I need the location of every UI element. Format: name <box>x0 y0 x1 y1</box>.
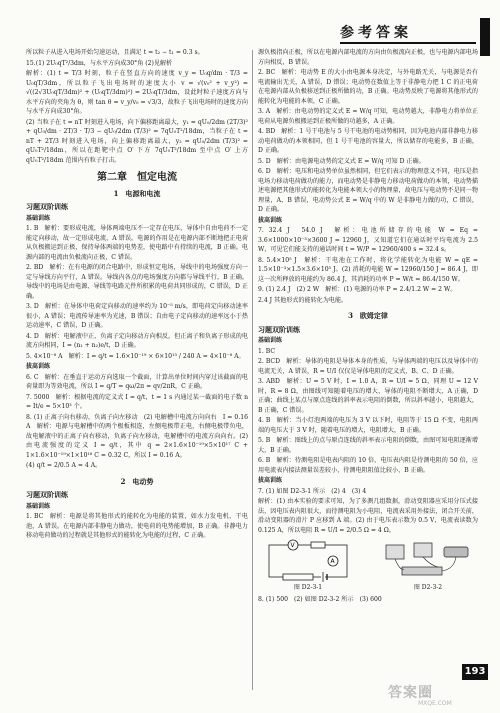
paragraph: 3. ABD 解析：U = 5 V 时，I = 1.0 A，R = U/I = 5 Ω，同理 U = 12 V 时，R = 8 Ω，由图线可知随着电压的增大，导体的电阻不断增大，A 正确，D 正确；曲线上某点与原点连线的斜率表示电阻的倒数，所以斜率越小，电阻越大，B 正确，C 错误。 <box>258 378 478 414</box>
watermark-url: MXQE.COM <box>418 700 452 707</box>
subsection-heading: 拔高训练 <box>258 216 283 224</box>
watermark-logo: 答案圈 <box>388 685 433 701</box>
paragraph: 解析：(1) t = T/3 时刻，粒子在竖直方向的速度 v_y = U₀q/dm · T/3 = U₀qT/3dm，所以粒子飞出电场时的速度大小 v = √(v₀² + v_y²) = √((2√3U₀qT/3dm)² + (U₀qT/3dm)²) = 2U₀qT/3dm，设此时粒子速度方向与水平方向的夹角为 θ，则 tan θ = v_y/v₀ = √3/3，故粒子飞出电场时的速度方向与水平方向成30°角。 <box>26 70 248 115</box>
paragraph: 7. 5000 解析：根据电流的定义式 I = q/t，t = 1 s 内通过某一截面的电子数 n = It/e = 5×10³ 个。 <box>26 393 248 410</box>
paragraph: 6. D 解析：电压和电动势单位虽然相同，但它们表示的物理意义不同，电压是指电场力移动电荷做功的能力，而电动势是非静电力移动电荷做功的本领，电动势描述电源把其他形式的能转化为电能本领大小的物理量，故电压与电动势不是同一物理量，A、B 错误，电动势公式 E = W/q 中的 W 是非静电力做的功，C 错误，D 正确。 <box>258 168 478 213</box>
svg-text:V: V <box>290 542 295 550</box>
column-divider <box>252 50 253 690</box>
section-heading: 习题双阶训练 <box>258 325 300 334</box>
header-title: 参考答案 <box>340 25 412 41</box>
paragraph: 所以粒子从进入电场开始匀速运动，且满足 t = t₂ − t₁ = 0.3 s。 <box>26 49 204 56</box>
paragraph: 8. (1) 正离子向右移动，负离子向左移动 (2) 电解槽中电流方向向右 I = 0.16 A 解析：电源与电解槽中的两个极板相连，左侧电极带正电，右侧电极带负电，故电解液中的正离子向右移动，负离子向左移动，电解槽中的电流方向向右。(2) 由电流强度的定义 I = q/t，其中 q = 2×1.6×10⁻¹⁹×5×10¹⁷ C + 1×1.6×10⁻¹⁹×1×10¹⁸ C = 0.32 C，所以 I = 0.16 A。 <box>26 413 248 459</box>
figure-circuit-diagram <box>258 539 358 593</box>
paragraph: 7. 32.4 J 54.0 J 解析：电池所储存的电能 W = Eq = 3.6×1000×10⁻³×3600 J = 12960 J，又知道它们在通话时平均电流为 2.5 W，可见它们能支持的通话时间 t = W/P = 12960/400 s = 32.4 s。 <box>258 227 478 253</box>
paragraph: 解析：(1) 由本实验的要求可知，为了多测几组数据，滑动变阻器应采用分压式接法，因电压表内阻很大，而待测电阻为小电阻，电流表采用外接法，闭合开关前，滑动变阻器的滑片 P 应移到 A 端。(2) 由于电压表示数为 0.5 V，电流表读数为 0.125 A，所以电阻 R = U/I = 2/0.5 Ω = 4 Ω。 <box>258 498 478 534</box>
chapter-title: 第二章 恒定电流 <box>97 172 177 183</box>
left-column <box>26 48 248 542</box>
page-number: 193 <box>462 664 488 680</box>
figure-caption: 图 D2-3-2 <box>413 584 443 591</box>
paragraph: 2. BCD 解析：导体的电阻是导体本身的性质，与导体两端的电压以及导体中的电流无关，A 错误，R = U/I 仅仅是导体电阻的定义式，B、C、D 正确。 <box>258 358 478 375</box>
paragraph: (2) 当粒子在 t = nT 时刻进入电场，向下偏移距离最大，y₁ = qU₀/2dm (2T/3)² + qU₀/dm · 2T/3 · T/3 − qU₀/2dm (T/3)² = 7qU₀T²/18dm，当粒子在 t = nT + 2T/3 时刻进入电场，向上偏移距离最大，y₂ = qU₀/2dm (T/3)² = qU₀T²/18dm，所以在距靶中点 O′ 下方 7qU₀T²/18dm 至中点 O′ 上方 qU₀T²/18dm 范围内有粒子打击。 <box>26 118 248 164</box>
header-rule <box>340 42 476 44</box>
paragraph: 5. B 解析：图线上的点与原点连线的斜率表示电阻的倒数，由图可知电阻逐渐增大，B 正确。 <box>258 437 478 454</box>
header-bar <box>480 18 490 56</box>
circuit-diagram <box>263 539 353 583</box>
paragraph: 源负极指向正极，所以在电源内部电流的方向由负极流向正极，也与电源内部电场方向相反，B 错误。 <box>258 49 478 66</box>
paragraph: 1. B 解析：要形成电流，导体两端电压不一定存在电压，导体中自由电荷不一定能定向移动，故一定形成电流，A 错误。电源的作用是在电源内部不断地把正电荷从负极搬运到正极，保持导体两端的电势差，使电路中有持续的电流，B 正确。电源内部的电流由负极流向正极，C 错误。 <box>26 225 248 261</box>
figure-caption: 图 D2-3-1 <box>293 584 323 591</box>
section-heading: 习题双阶训练 <box>26 491 68 499</box>
paragraph: 6. C 解析：在垂直于运动方向选取一个截面，计算出单位时间内穿过该截面的电荷量即为等效电流，所以 I = q/T = qω/2π = qv/2πR，C 正确。 <box>26 373 248 390</box>
paragraph: 4. B 解析：当小灯泡两端的电压为 3 V 以下时，电阻等于 15 Ω 不变，电阻两端的电压大于 3 V 时，随着电压的增大，电阻增大，B 正确。 <box>258 417 478 434</box>
paragraph: 1. BC 解析：电源是将其他形式的能转化为电能的装置，如水力发电机、干电池，A 错误。在电源内部非静电力做功，使电荷的电势能增加，B 正确。非静电力移动电荷做功的过程就是其他形式的能转化为电能的过程，C 正确。 <box>26 513 248 539</box>
apparatus-drawing <box>380 539 476 583</box>
paragraph: 3. D 解析：在导体中电荷定向移动的速率约为 10⁻⁵ m/s，即电荷定向移动速率很小，A 错误；电流传导速率为光速，B 错误；自由电子定向移动的速率远小于热运动速率，C 错误，D 正确。 <box>26 303 248 329</box>
subsection-heading: 基础训练 <box>258 337 283 344</box>
paragraph: 1. BC <box>258 347 276 355</box>
section-title: 1 电源和电流 <box>113 188 161 198</box>
paragraph: 2. BD 解析：在有电源的闭合电路中，形成恒定电场，导线中的电场强度方向一定与导线方向平行，A 错误。导线内各点的电场强度方向都与导线平行，B 正确。导线中的电场是由电源、导线等电路元件所积累的电荷共同形成的，C 错误，D 正确。 <box>26 264 248 300</box>
figure-row <box>258 539 478 593</box>
paragraph: 5. 4×10⁻⁸ A 解析：I = q/t = 1.6×10⁻¹⁹ × 6×10¹³ / 240 A = 4×10⁻⁸ A。 <box>26 352 245 360</box>
section-heading: 习题双阶训练 <box>26 203 68 211</box>
section-title: 2 电动势 <box>120 476 154 486</box>
paragraph: 2. BC 解析：电动势 E 的大小由电源本身决定，与外电路无关，与电源是否有电流输出无关，A 错误，D 错误；电动势在数值上等于非静电力把 1 C 的正电荷在电源内部从负极移送到正极所做的功，B 正确。电动势反映了电源将其他形式的能转化为电能的本领，C 正确。 <box>258 69 478 105</box>
paragraph: 4. BD 解析：1 号干电池与 5 号干电池的电动势相同，因为电池内部非静电力移动电荷做功的本领相同，但 1 号干电池的容量大，所以储存的电能多，B 正确，D 正确。 <box>258 128 478 154</box>
paragraph: 9. (1) 2.4 J (2) 2 W 解析：(1) 电源的功率 P = 2.4/1.2 W = 2 W。 <box>258 286 457 293</box>
paragraph: 15.(1) 2U₀qT²/3dm，与水平方向成30°角 (2)见解析 <box>26 59 173 67</box>
subsection-heading: 基础训练 <box>26 214 51 222</box>
paragraph: 8. (1) 500 (2) 如图 D2-3-2 所示 (3) 600 <box>258 595 382 603</box>
section-title: 3 欧姆定律 <box>348 311 388 320</box>
paragraph: (4) q/t = 2/0.5 A = 4 A。 <box>26 462 102 469</box>
svg-text:A: A <box>330 558 335 566</box>
subsection-heading: 拔高训练 <box>258 477 283 484</box>
paragraph: 8. 5.4×10⁵ J 解析：干电池在工作时，将化学能转化为电能 W = qE = 1.5×10⁻³×1.5×3.6×10⁵ J。(2) 消耗的电能 W = 12960/150 J = 86.4 J，即这一次所释放的电能约为 86.4 J，其消耗的功率 P = W/t = 86.4/150 W。 <box>258 256 478 283</box>
paragraph: 6. B 解析：待测电阻是电表内阻的 10 倍，电压表内阻是待测电阻的 50 倍，应用电流表内接法测量误差较小，待测电阻阻值比较小，B 正确。 <box>258 457 478 474</box>
figure-apparatus <box>378 539 478 593</box>
subsection-heading: 基础训练 <box>26 502 51 510</box>
subsection-heading: 拔高训练 <box>26 363 51 370</box>
paragraph: 5. D 解析：由电源电动势的定义式 E = W/q 可知 D 正确。 <box>258 157 425 165</box>
page-header <box>340 18 490 44</box>
paragraph: 7. (1) 如图 D2-3-1 所示 (2) 4 (3) 4 <box>258 487 367 495</box>
paragraph: 2.4 J 其他形式的能转化为电能。 <box>258 296 348 304</box>
right-column <box>258 48 478 605</box>
paragraph: 4. D 解析：电解液中正、负离子定向移动方向相反，但正离子和负离子形成的电流方向相同，I = (n₁ + n₂)e/t，D 正确。 <box>26 332 248 349</box>
paragraph: 3. A 解析：由电动势的定义式 E = W/q 可知，电动势越大，非静电力将单位正电荷从电源负极搬运到正极所做的功越多，A 正确。 <box>258 108 478 125</box>
